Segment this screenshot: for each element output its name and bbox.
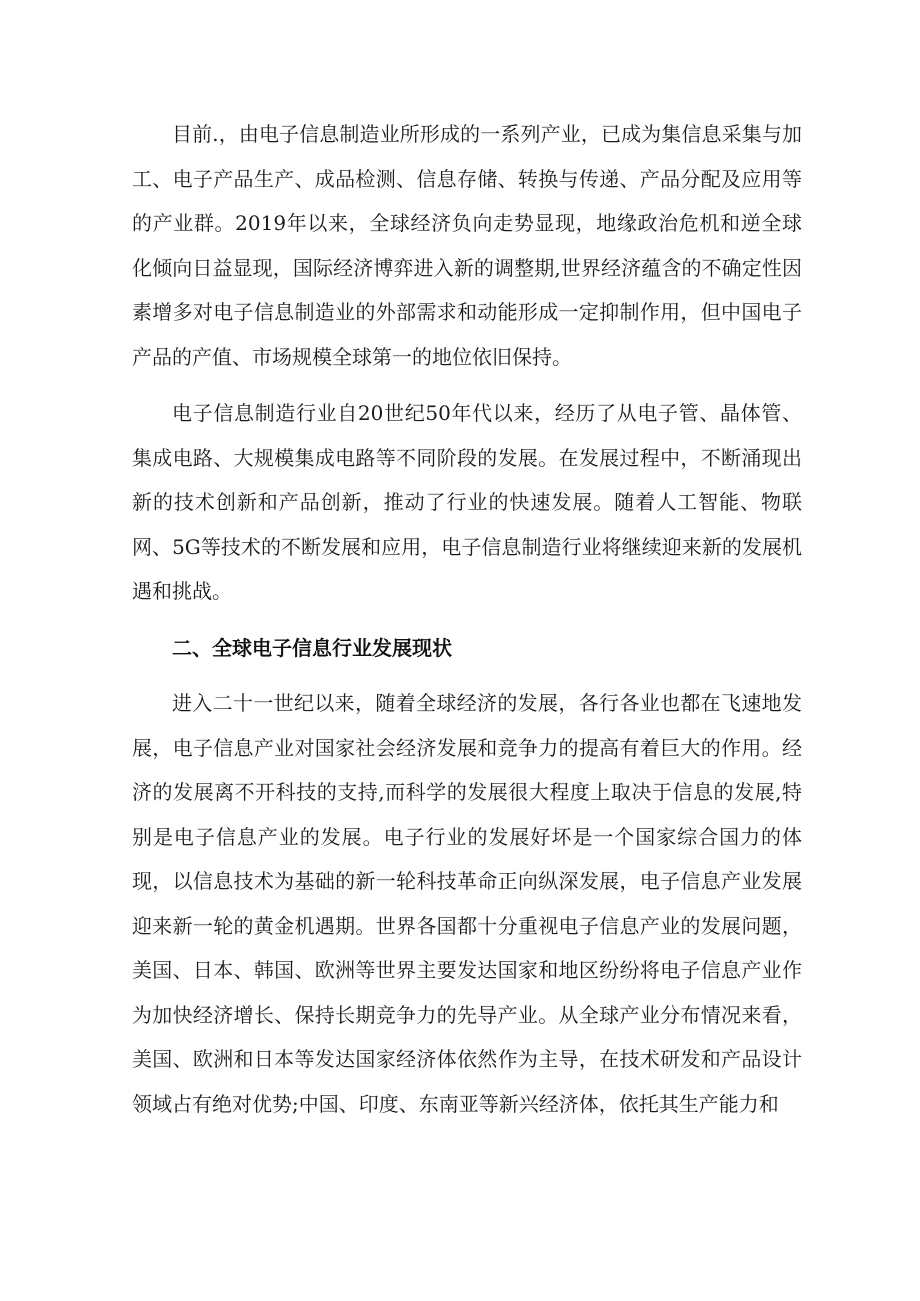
body-paragraph: 电子信息制造行业自20世纪50年代以来，经历了从电子管、晶体管、集成电路、大规模集成电路等不同阶段的发展。在发展过程中，不断涌现出新的技术创新和产品创新，推动了行业的快速发展。随着人工智能、物联网、5G等技术的不断发展和应用，电子信息制造行业将继续迎来新的发展机遇和挑战。 [132,401,802,603]
section-heading: 二、全球电子信息行业发展现状 [172,635,452,660]
body-paragraph: 进入二十一世纪以来，随着全球经济的发展，各行各业也都在飞速地发展，电子信息产业对国家社会经济发展和竞争力的提高有着巨大的作用。经济的发展离不开科技的支持,而科学的发展很大程度上取决于信息的发展,特别是电子信息产业的发展。电子行业的发展好坏是一个国家综合国力的体现，以信息技术为基础的新一轮科技革命正向纵深发展，电子信息产业发展迎来新一轮的黄金机遇期。世界各国都十分重视电子信息产业的发展问题，美国、日本、韩国、欧洲等世界主要发达国家和地区纷纷将电子信息产业作为加快经济增长、保持长期竞争力的先导产业。从全球产业分布情况来看，美国、欧洲和日本等发达国家经济体依然作为主导，在技术研发和产品设计领域占有绝对优势;中国、印度、东南亚等新兴经济体，依托其生产能力和 [132,691,802,1116]
document-body [132,112,802,1138]
body-paragraph: 目前.，由电子信息制造业所形成的一系列产业，已成为集信息采集与加工、电子产品生产、成品检测、信息存储、转换与传递、产品分配及应用等的产业群。2019年以来，全球经济负向走势显现，地缘政治危机和逆全球化倾向日益显现，国际经济博弈进入新的调整期,世界经济蕴含的不确定性因素增多对电子信息制造业的外部需求和动能形成一定抑制作用，但中国电子产品的产值、市场规模全球第一的地位依旧保持。 [132,122,802,369]
